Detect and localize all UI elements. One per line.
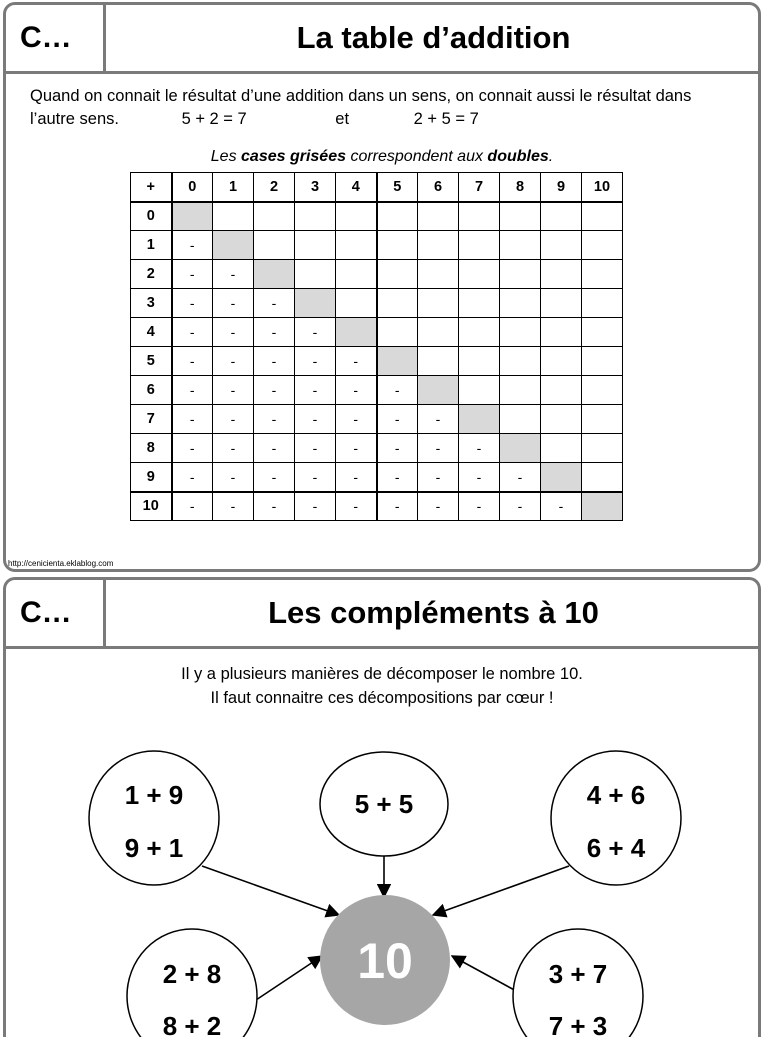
source-url: http://cenicienta.eklablog.com	[8, 559, 114, 568]
row-header-cell: 7	[131, 405, 172, 434]
column-header-cell: 3	[295, 173, 336, 202]
dash-cell: -	[295, 347, 336, 376]
empty-cell	[541, 202, 582, 231]
intro-line-1: Quand on connait le résultat d’une addition dans un sens, on connait aussi le résultat dans	[30, 87, 692, 105]
table-row	[131, 260, 623, 289]
row-header-cell: 2	[131, 260, 172, 289]
bubble-5-line-2: 7 + 3	[548, 1011, 608, 1037]
empty-cell	[295, 260, 336, 289]
empty-cell	[377, 289, 418, 318]
dash-cell: -	[418, 492, 459, 521]
card-code: C…	[6, 580, 106, 646]
table-row	[131, 492, 623, 521]
card-header	[6, 5, 758, 74]
dash-cell: -	[172, 405, 213, 434]
empty-cell	[459, 260, 500, 289]
dash-cell: -	[295, 318, 336, 347]
example-connector: et	[335, 110, 350, 128]
addition-table	[130, 172, 623, 521]
empty-cell	[336, 202, 377, 231]
dash-cell: -	[459, 463, 500, 492]
dash-cell: -	[459, 492, 500, 521]
empty-cell	[541, 347, 582, 376]
dash-cell: -	[500, 463, 541, 492]
empty-cell	[254, 202, 295, 231]
empty-cell	[541, 376, 582, 405]
row-header-cell: 10	[131, 492, 172, 521]
row-header-cell: 8	[131, 434, 172, 463]
bubble-2-line-1: 5 + 5	[354, 789, 414, 819]
double-cell	[500, 434, 541, 463]
dash-cell: -	[336, 463, 377, 492]
dash-cell: -	[336, 492, 377, 521]
dash-cell: -	[377, 376, 418, 405]
row-header-cell: 4	[131, 318, 172, 347]
column-header-cell: 2	[254, 173, 295, 202]
dash-cell: -	[295, 405, 336, 434]
bubble-5-line-1: 3 + 7	[548, 959, 608, 989]
empty-cell	[500, 260, 541, 289]
empty-cell	[459, 202, 500, 231]
caption-part: Les	[210, 148, 242, 165]
empty-cell	[500, 405, 541, 434]
dash-cell: -	[213, 289, 254, 318]
empty-cell	[459, 347, 500, 376]
dash-cell: -	[254, 492, 295, 521]
dash-cell: -	[418, 434, 459, 463]
empty-cell	[500, 376, 541, 405]
caption-bold: cases grisées	[241, 148, 346, 165]
dash-cell: -	[336, 434, 377, 463]
empty-cell	[582, 318, 623, 347]
double-cell	[336, 318, 377, 347]
dash-cell: -	[213, 376, 254, 405]
column-header-cell: 5	[377, 173, 418, 202]
dash-cell: -	[213, 318, 254, 347]
dash-cell: -	[254, 347, 295, 376]
empty-cell	[541, 260, 582, 289]
arrow	[452, 956, 518, 992]
empty-cell	[418, 260, 459, 289]
empty-cell	[459, 318, 500, 347]
dash-cell: -	[377, 463, 418, 492]
bubble-4-line-2: 8 + 2	[162, 1011, 222, 1037]
empty-cell	[459, 289, 500, 318]
dash-cell: -	[172, 376, 213, 405]
column-header-cell: 9	[541, 173, 582, 202]
dash-cell: -	[213, 405, 254, 434]
dash-cell: -	[459, 434, 500, 463]
dash-cell: -	[213, 260, 254, 289]
empty-cell	[377, 318, 418, 347]
example-equation-2: 2 + 5 = 7	[413, 110, 479, 128]
dash-cell: -	[213, 492, 254, 521]
empty-cell	[582, 347, 623, 376]
empty-cell	[582, 405, 623, 434]
center-number: 10	[357, 933, 413, 989]
empty-cell	[459, 376, 500, 405]
caption-part: .	[548, 148, 554, 165]
dash-cell: -	[377, 434, 418, 463]
empty-cell	[582, 434, 623, 463]
double-cell	[418, 376, 459, 405]
dash-cell: -	[295, 376, 336, 405]
dash-cell: -	[336, 347, 377, 376]
table-row	[131, 434, 623, 463]
bubble-3-line-1: 4 + 6	[586, 780, 646, 810]
bubble-1-line-2: 9 + 1	[124, 833, 184, 863]
empty-cell	[213, 202, 254, 231]
dash-cell: -	[172, 289, 213, 318]
column-header-cell: 7	[459, 173, 500, 202]
message-line-1: Il y a plusieurs manières de décomposer le nombre 10.	[181, 665, 583, 683]
dash-cell: -	[377, 405, 418, 434]
table-caption	[6, 148, 758, 166]
empty-cell	[418, 347, 459, 376]
empty-cell	[541, 434, 582, 463]
empty-cell	[582, 202, 623, 231]
bubble-3-line-2: 6 + 4	[586, 833, 646, 863]
dash-cell: -	[295, 492, 336, 521]
column-header-cell: 1	[213, 173, 254, 202]
row-header-cell: 0	[131, 202, 172, 231]
empty-cell	[295, 231, 336, 260]
double-cell	[295, 289, 336, 318]
card-title: Les compléments à 10	[268, 595, 599, 630]
double-cell	[459, 405, 500, 434]
empty-cell	[418, 318, 459, 347]
empty-cell	[582, 376, 623, 405]
empty-cell	[500, 202, 541, 231]
empty-cell	[541, 405, 582, 434]
row-header-cell: 1	[131, 231, 172, 260]
column-header-cell: 10	[582, 173, 623, 202]
empty-cell	[418, 289, 459, 318]
empty-cell	[418, 202, 459, 231]
card-code: C…	[6, 5, 106, 71]
dash-cell: -	[295, 463, 336, 492]
dash-cell: -	[254, 463, 295, 492]
dash-cell: -	[254, 289, 295, 318]
double-cell	[377, 347, 418, 376]
complements-diagram	[6, 580, 761, 1037]
table-row	[131, 463, 623, 492]
bubble-3	[551, 751, 681, 885]
double-cell	[254, 260, 295, 289]
empty-cell	[500, 318, 541, 347]
dash-cell: -	[172, 347, 213, 376]
dash-cell: -	[254, 405, 295, 434]
row-header-cell: 5	[131, 347, 172, 376]
dash-cell: -	[172, 492, 213, 521]
table-row	[131, 318, 623, 347]
table-header-row	[131, 173, 623, 202]
bubble-1-line-1: 1 + 9	[124, 780, 184, 810]
double-cell	[541, 463, 582, 492]
complements-card	[3, 577, 761, 1037]
empty-cell	[336, 260, 377, 289]
dash-cell: -	[336, 405, 377, 434]
double-cell	[213, 231, 254, 260]
empty-cell	[418, 231, 459, 260]
dash-cell: -	[541, 492, 582, 521]
dash-cell: -	[418, 463, 459, 492]
dash-cell: -	[172, 434, 213, 463]
empty-cell	[500, 289, 541, 318]
message-line-2: Il faut connaitre ces décompositions par cœur !	[210, 689, 554, 707]
empty-cell	[582, 289, 623, 318]
dash-cell: -	[418, 405, 459, 434]
addition-table-card	[3, 2, 761, 572]
dash-cell: -	[500, 492, 541, 521]
empty-cell	[254, 231, 295, 260]
column-header-cell: 6	[418, 173, 459, 202]
dash-cell: -	[172, 463, 213, 492]
dash-cell: -	[295, 434, 336, 463]
empty-cell	[500, 231, 541, 260]
row-header-cell: 9	[131, 463, 172, 492]
dash-cell: -	[377, 492, 418, 521]
dash-cell: -	[213, 463, 254, 492]
empty-cell	[377, 202, 418, 231]
bubble-4-line-1: 2 + 8	[162, 959, 222, 989]
row-header-cell: 3	[131, 289, 172, 318]
dash-cell: -	[213, 434, 254, 463]
dash-cell: -	[336, 376, 377, 405]
table-row	[131, 289, 623, 318]
empty-cell	[336, 289, 377, 318]
column-header-cell: 4	[336, 173, 377, 202]
empty-cell	[295, 202, 336, 231]
bubble-1	[89, 751, 219, 885]
dash-cell: -	[172, 318, 213, 347]
table-row	[131, 202, 623, 231]
empty-cell	[500, 347, 541, 376]
dash-cell: -	[172, 260, 213, 289]
table-row	[131, 376, 623, 405]
caption-part: correspondent aux	[346, 148, 488, 165]
empty-cell	[377, 260, 418, 289]
dash-cell: -	[254, 434, 295, 463]
arrow	[256, 956, 322, 1000]
example-equation-1: 5 + 2 = 7	[181, 110, 247, 128]
empty-cell	[541, 231, 582, 260]
empty-cell	[541, 289, 582, 318]
card-title: La table d’addition	[296, 20, 571, 55]
empty-cell	[582, 463, 623, 492]
intro-text	[30, 85, 746, 131]
empty-cell	[582, 260, 623, 289]
double-cell	[172, 202, 213, 231]
dash-cell: -	[213, 347, 254, 376]
table-row	[131, 231, 623, 260]
empty-cell	[336, 231, 377, 260]
arrow	[433, 866, 569, 915]
empty-cell	[582, 231, 623, 260]
empty-cell	[459, 231, 500, 260]
column-header-cell: 8	[500, 173, 541, 202]
dash-cell: -	[254, 318, 295, 347]
column-header-cell: 0	[172, 173, 213, 202]
table-corner-cell: +	[131, 173, 172, 202]
dash-cell: -	[172, 231, 213, 260]
arrow	[202, 866, 339, 915]
table-row	[131, 347, 623, 376]
table-row	[131, 405, 623, 434]
row-header-cell: 6	[131, 376, 172, 405]
empty-cell	[377, 231, 418, 260]
dash-cell: -	[254, 376, 295, 405]
intro-line-2: l’autre sens.	[30, 110, 119, 128]
double-cell	[582, 492, 623, 521]
empty-cell	[541, 318, 582, 347]
caption-bold: doubles	[487, 148, 549, 165]
